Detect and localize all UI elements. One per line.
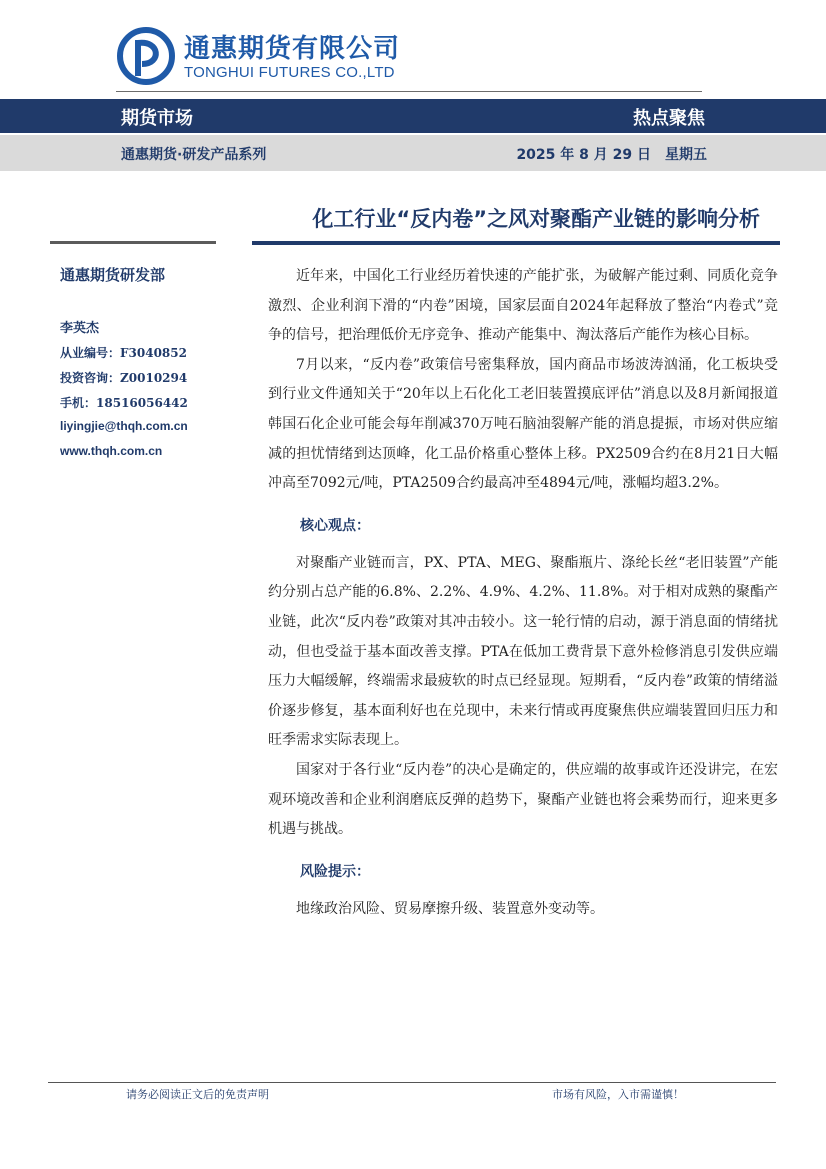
footer-divider — [48, 1082, 776, 1083]
paragraph-market: 7月以来，“反内卷”政策信号密集释放，国内商品市场波涛汹涌，化工板块受到行业文件通知关于“20年以上石化化工老旧装置摸底评估”消息以及8月新闻报道韩国石化企业可能会每年削减370万吨石脑油裂解产能的消息提振，市场对供应缩减的担忧情绪到达顶峰，化工品价格重心整体上移。PX2509合约在8月21日大幅冲高至7092元/吨，PTA2509合约最高冲至4894元/吨，涨幅均超3.2%。 — [268, 356, 778, 492]
report-date-value: 2025 年 8 月 29 日 — [516, 147, 651, 163]
company-name-en: TONGHUI FUTURES CO.,LTD — [184, 64, 395, 81]
column-label: 热点聚焦 — [633, 108, 705, 129]
phone-row — [60, 394, 250, 419]
paragraph-core-view: 对聚酯产业链而言，PX、PTA、MEG、聚酯瓶片、涤纶长丝“老旧装置”产能约分别占总产能的6.8%、2.2%、4.9%、4.2%、11.8%。对于相对成熟的聚酯产业链，此次“反内卷”政策对其冲击较小。这一轮行情的启动，源于消息面的情绪扰动，但也受益于基本面改善支撑。PTA在低加工费背景下意外检修消息引发供应端压力大幅缓解，终端需求最疲软的时点已经显现。短期看，“反内卷”政策的情绪溢价逐步修复，基本面利好也在兑现中，未来行情或再度聚焦供应端装置回归压力和旺季需求实际表现上。 — [268, 554, 778, 749]
report-weekday: 星期五 — [665, 147, 707, 163]
disclaimer-note: 请务必阅读正文后的免责声明 — [126, 1088, 269, 1101]
website-link[interactable]: www.thqh.com.cn — [60, 444, 163, 458]
company-name-cn: 通惠期货有限公司 — [184, 34, 401, 64]
title-underline — [252, 241, 780, 245]
risk-warning: 市场有风险，入市需谨慎！ — [552, 1088, 684, 1101]
series-label: 通惠期货·研发产品系列 — [121, 147, 267, 163]
author-sidebar — [60, 264, 250, 469]
section-heading-core: 核心观点： — [300, 517, 370, 534]
paragraph-outlook: 国家对于各行业“反内卷”的决心是确定的，供应端的故事或许还没讲完，在宏观环境改善和企业利润磨底反弹的趋势下，聚酯产业链也将会乘势而行，迎来更多机遇与挑战。 — [268, 761, 778, 838]
consult-number: Z0010294 — [120, 371, 188, 385]
phone-label: 手机： — [60, 396, 97, 410]
series-band — [0, 135, 826, 171]
analyst-name: 李英杰 — [60, 321, 100, 336]
license-label: 从业编号： — [60, 346, 121, 360]
section-heading-risk: 风险提示： — [300, 863, 370, 880]
license-number: F3040852 — [120, 346, 187, 360]
consult-row — [60, 369, 250, 394]
article-body — [268, 262, 778, 924]
report-date — [516, 144, 707, 164]
company-logo-icon — [116, 26, 176, 86]
consult-label: 投资咨询： — [60, 371, 121, 385]
email-link[interactable]: liyingjie@thqh.com.cn — [60, 419, 188, 433]
department-name: 通惠期货研发部 — [60, 266, 166, 284]
phone-number: 18516056442 — [96, 396, 188, 410]
license-row — [60, 344, 250, 369]
company-logo — [116, 26, 416, 88]
header-divider — [116, 91, 702, 92]
category-band — [0, 99, 826, 133]
category-label: 期货市场 — [121, 108, 193, 129]
sidebar-divider — [50, 241, 216, 244]
paragraph-risk: 地缘政治风险、贸易摩擦升级、装置意外变动等。 — [296, 900, 604, 917]
paragraph-intro: 近年来，中国化工行业经历着快速的产能扩张，为破解产能过剩、同质化竞争激烈、企业利润下滑的“内卷”困境，国家层面自2024年起释放了整治“内卷式”竞争的信号，把治理低价无序竞争、推动产能集中、淘汰落后产能作为核心目标。 — [268, 268, 778, 344]
page-title: 化工行业“反内卷”之风对聚酯产业链的影响分析 — [312, 207, 760, 231]
